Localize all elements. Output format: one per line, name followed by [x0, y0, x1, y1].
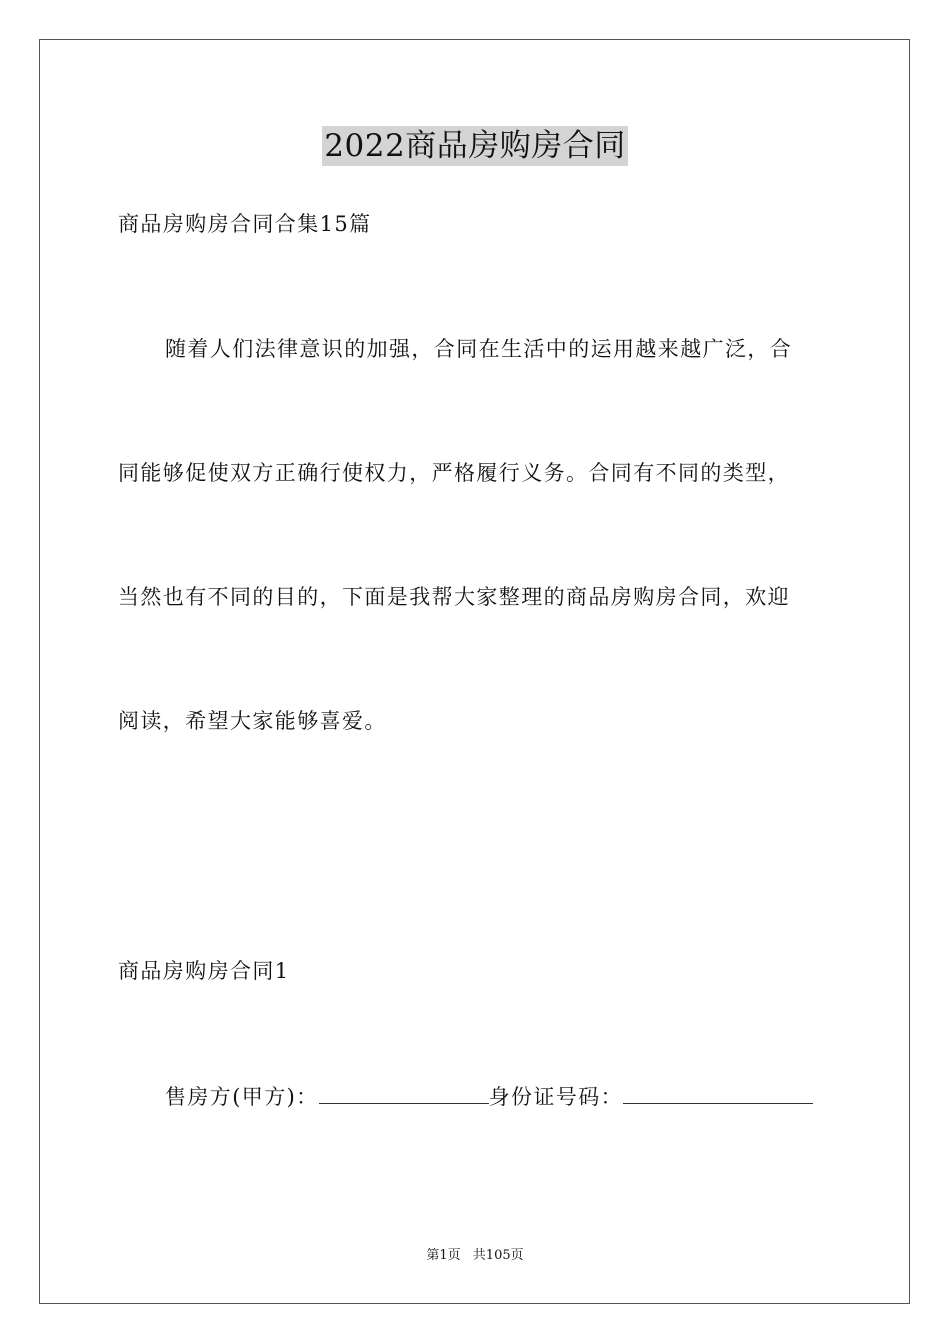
id-number-label: 身份证号码：	[488, 1085, 623, 1109]
intro-line-2: 同能够促使双方正确行使权力，严格履行义务。合同有不同的类型，	[118, 461, 790, 485]
title-container	[0, 126, 950, 166]
seller-label: 售房方(甲方)：	[165, 1085, 319, 1109]
id-number-blank-field	[623, 1083, 813, 1104]
document-title: 2022商品房购房合同	[324, 128, 626, 164]
intro-line-4: 阅读，希望大家能够喜爱。	[118, 709, 387, 733]
page-footer	[0, 1247, 950, 1265]
total-pages: 共105页	[472, 1248, 524, 1263]
document-subtitle: 商品房购房合同合集15篇	[118, 212, 372, 236]
section-heading: 商品房购房合同1	[118, 959, 290, 983]
seller-blank-field	[319, 1083, 489, 1104]
intro-line-3: 当然也有不同的目的，下面是我帮大家整理的商品房购房合同，欢迎	[118, 585, 790, 609]
seller-info-line	[165, 1082, 813, 1112]
page-number: 第1页	[426, 1248, 461, 1263]
intro-line-1: 随着人们法律意识的加强，合同在生活中的运用越来越广泛，合	[165, 337, 793, 361]
